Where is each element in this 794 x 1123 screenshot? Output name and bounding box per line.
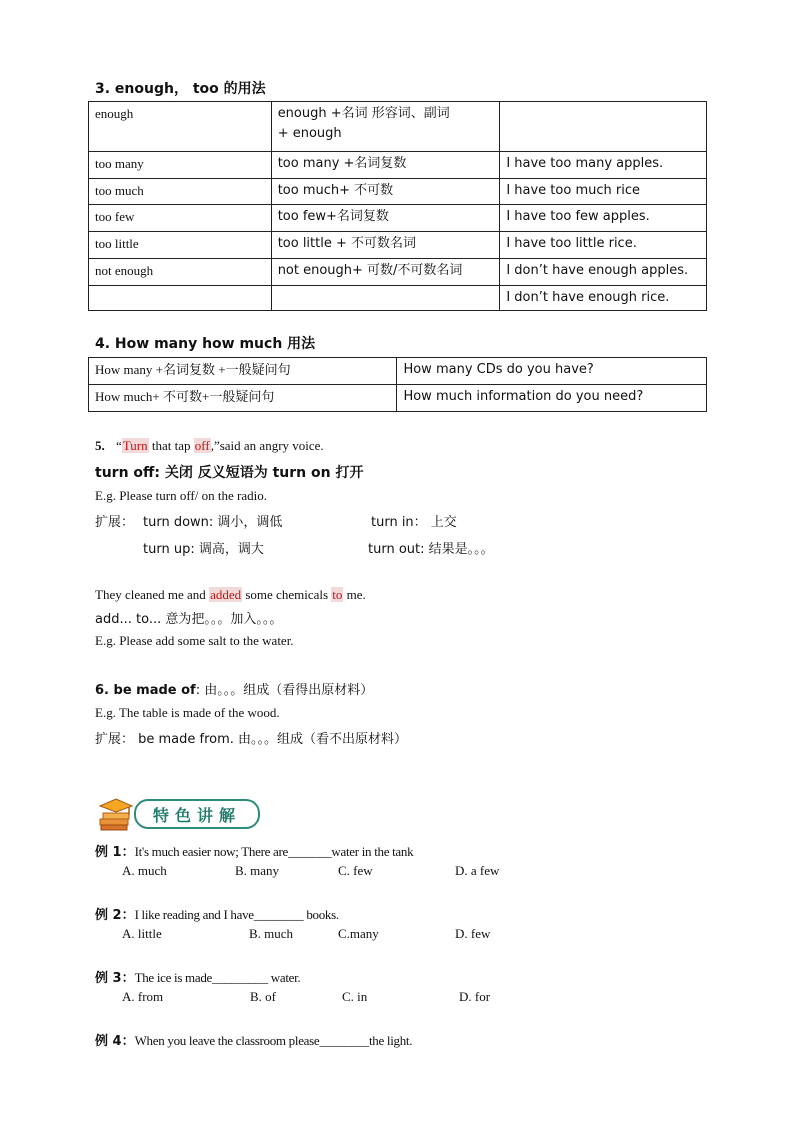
table-cell: too much+ 不可数	[271, 179, 500, 205]
example-question-1	[95, 841, 413, 860]
answer-option[interactable]: B. of	[250, 989, 276, 1004]
table-cell: I don’t have enough apples.	[500, 259, 707, 286]
table-cell: enough +名词 形容词、副词 + enough	[271, 102, 500, 152]
answer-option[interactable]: C. in	[342, 989, 368, 1004]
how-many-much-table	[88, 357, 707, 412]
feature-explanation-badge: 特色讲解	[134, 799, 260, 829]
example-question-text: When you leave the classroom please________the light.	[134, 1033, 413, 1048]
table-cell: How many +名词复数 +一般疑问句	[89, 358, 397, 385]
answer-option[interactable]: B. many	[235, 863, 280, 878]
answer-option[interactable]: A. from	[122, 989, 164, 1004]
graduation-cap-books-icon	[96, 795, 136, 835]
answer-option[interactable]: C.many	[338, 926, 379, 941]
table-cell	[500, 102, 707, 152]
answer-option[interactable]: D. few	[455, 926, 491, 941]
table-row	[89, 232, 707, 259]
turn-off-quote: 5. “Turn that tap off,”said an angry voice.	[95, 438, 324, 453]
added-chemicals-sentence: They cleaned me and added some chemicals to me.	[95, 587, 366, 602]
answer-option[interactable]: C. few	[338, 863, 373, 878]
highlight-off: off	[194, 438, 210, 453]
table-cell: I have too few apples.	[500, 205, 707, 232]
table-row	[89, 102, 707, 152]
example-question-text: I like reading and I have________ books.	[134, 907, 339, 922]
table-cell: I don’t have enough rice.	[500, 286, 707, 311]
example-question-3	[95, 967, 300, 986]
table-cell: not enough	[89, 259, 272, 286]
section5-number: 5.	[95, 438, 105, 453]
table-cell: I have too many apples.	[500, 152, 707, 179]
example-question-2	[95, 904, 339, 923]
table-cell: too many +名词复数	[271, 152, 500, 179]
answer-option[interactable]: A. little	[122, 926, 162, 941]
example-label: 例 4：	[95, 1034, 135, 1049]
table-cell: enough	[89, 102, 272, 152]
turn-in-definition: turn in： 上交	[371, 515, 457, 530]
table-cell: too few	[89, 205, 272, 232]
example-question-text: It's much easier now; There are_______water in the tank	[134, 844, 414, 859]
enough-too-table	[88, 101, 707, 311]
table-cell: not enough+ 可数/不可数名词	[271, 259, 500, 286]
section4-title: 4. How many how much 用法	[95, 336, 316, 352]
turn-down-definition: turn down: 调小，调低	[143, 515, 283, 530]
table-row	[89, 385, 707, 412]
made-from-extension: 扩展： be made from. 由。。。组成（看不出原材料）	[95, 732, 408, 747]
example-label: 例 1：	[95, 845, 135, 860]
table-cell: too little	[89, 232, 272, 259]
example-question-4	[95, 1030, 412, 1049]
extension-label: 扩展：	[95, 515, 135, 530]
answer-option[interactable]: D. a few	[455, 863, 500, 878]
turn-off-meaning: turn off: 关闭 反义短语为 turn on 打开	[95, 465, 364, 481]
table-row	[89, 286, 707, 311]
table-cell: How many CDs do you have?	[397, 358, 707, 385]
made-of-example: E.g. The table is made of the wood.	[95, 705, 280, 720]
example-question-text: The ice is made_________ water.	[134, 970, 301, 985]
table-cell: How much information do you need?	[397, 385, 707, 412]
turn-off-example: E.g. Please turn off/ on the radio.	[95, 488, 267, 503]
highlight-turn: Turn	[122, 438, 148, 453]
table-cell: I have too much rice	[500, 179, 707, 205]
table-row	[89, 259, 707, 286]
turn-out-definition: turn out: 结果是。。。	[368, 542, 494, 557]
table-row	[89, 358, 707, 385]
table-cell: I have too little rice.	[500, 232, 707, 259]
table-cell	[271, 286, 500, 311]
add-to-definition: add... to... 意为把。。。加入。。。	[95, 612, 283, 627]
table-row	[89, 152, 707, 179]
section3-title: 3. enough， too 的用法	[95, 81, 266, 97]
table-cell: too little + 不可数名词	[271, 232, 500, 259]
table-row	[89, 205, 707, 232]
answer-option[interactable]: D. for	[459, 989, 491, 1004]
turn-up-definition: turn up: 调高，调大	[143, 542, 264, 557]
example-label: 例 2：	[95, 908, 135, 923]
table-cell: How much+ 不可数+一般疑问句	[89, 385, 397, 412]
highlight-to: to	[332, 587, 343, 602]
answer-option[interactable]: A. much	[122, 863, 167, 878]
table-row	[89, 179, 707, 205]
section6-title: 6. be made of: 由。。。组成（看得出原材料）	[95, 683, 374, 698]
table-cell: too much	[89, 179, 272, 205]
answer-option[interactable]: B. much	[249, 926, 294, 941]
table-cell: too few+名词复数	[271, 205, 500, 232]
table-cell: too many	[89, 152, 272, 179]
table-cell	[89, 286, 272, 311]
add-to-example: E.g. Please add some salt to the water.	[95, 633, 294, 648]
highlight-added: added	[210, 587, 242, 602]
example-label: 例 3：	[95, 971, 135, 986]
